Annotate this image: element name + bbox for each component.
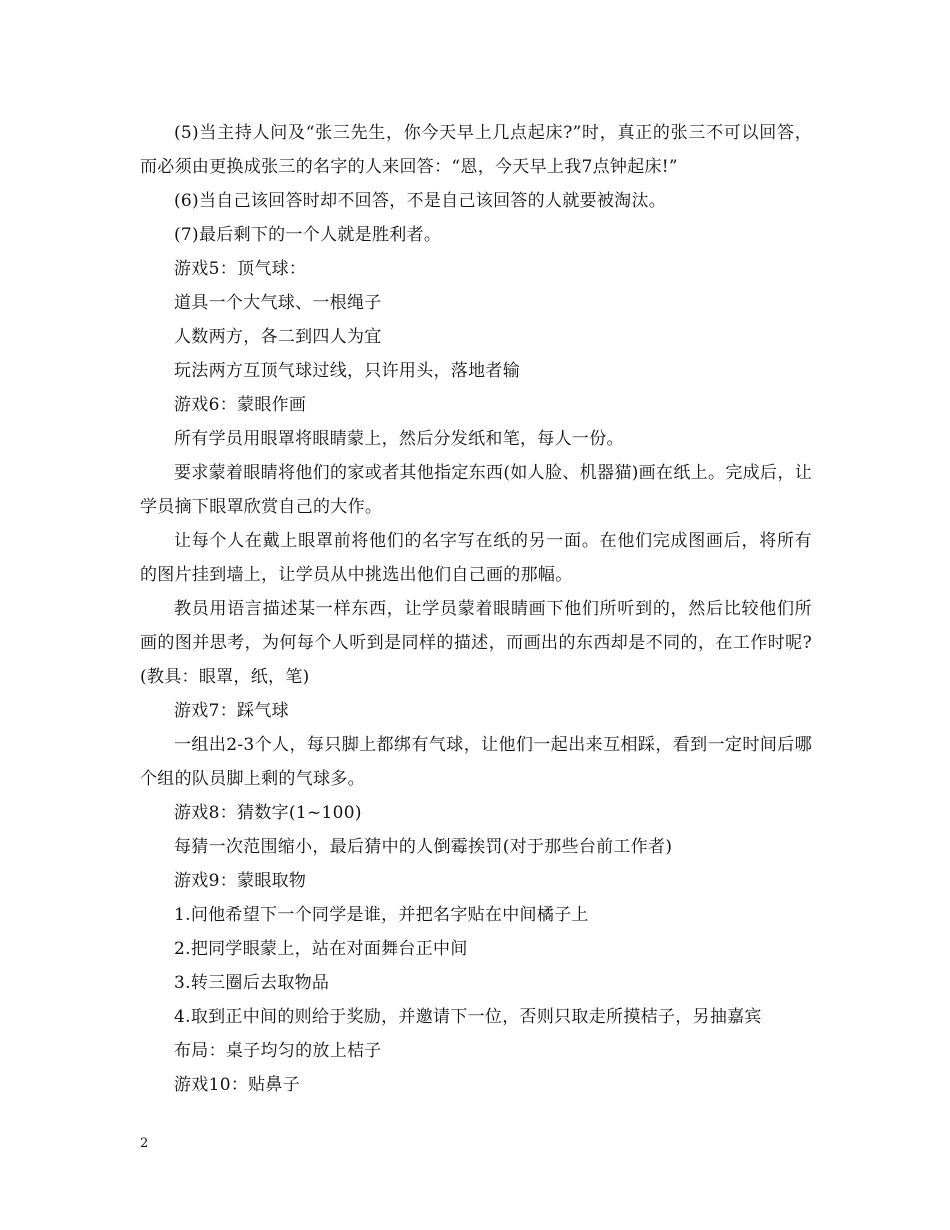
paragraph: 玩法两方互顶气球过线，只许用头，落地者输 [174,361,520,381]
game-heading: 游戏8：猜数字(1~100) [174,803,362,823]
paragraph: 道具一个大气球、一根绳子 [174,293,382,313]
paragraph: (6)当自己该回答时却不回答，不是自己该回答的人就要被淘汰。 [174,191,667,211]
paragraph: 每猜一次范围缩小，最后猜中的人倒霉挨罚(对于那些台前工作者) [174,837,673,857]
paragraph: 人数两方，各二到四人为宜 [174,327,382,347]
paragraph: 要求蒙着眼睛将他们的家或者其他指定东西(如人脸、机器猫)画在纸上。完成后，让学员摘下眼罩欣赏自己的大作。 [140,463,812,517]
paragraph: 一组出2-3个人，每只脚上都绑有气球，让他们一起出来互相踩，看到一定时间后哪个组的队员脚上剩的气球多。 [140,735,812,789]
paragraph: (5)当主持人问及“张三先生，你今天早上几点起床?”时，真正的张三不可以回答，而必须由更换成张三的名字的人来回答：“恩，今天早上我7点钟起床!” [140,123,812,177]
paragraph: 布局：桌子均匀的放上桔子 [174,1041,382,1061]
paragraph: 所有学员用眼罩将眼睛蒙上，然后分发纸和笔，每人一份。 [174,429,624,449]
list-item: 2.把同学眼蒙上，站在对面舞台正中间 [174,939,468,959]
game-heading: 游戏7：踩气球 [174,701,289,721]
game-heading: 游戏9：蒙眼取物 [174,871,307,891]
list-item: 3.转三圈后去取物品 [174,973,330,993]
list-item: 4.取到正中间的则给于奖励，并邀请下一位，否则只取走所摸桔子，另抽嘉宾 [174,1007,762,1027]
page-body [140,116,812,1102]
paragraph: (7)最后剩下的一个人就是胜利者。 [174,225,442,245]
paragraph: 教员用语言描述某一样东西，让学员蒙着眼睛画下他们所听到的，然后比较他们所画的图并思考，为何每个人听到是同样的描述，而画出的东西却是不同的，在工作时呢?(教具：眼罩，纸，笔) [140,599,812,687]
paragraph: 让每个人在戴上眼罩前将他们的名字写在纸的另一面。在他们完成图画后，将所有的图片挂到墙上，让学员从中挑选出他们自己画的那幅。 [140,531,812,585]
game-heading: 游戏10：贴鼻子 [174,1075,301,1095]
list-item: 1.问他希望下一个同学是谁，并把名字贴在中间橘子上 [174,905,589,925]
page-number: 2 [140,1136,149,1151]
game-heading: 游戏5：顶气球： [174,259,307,279]
game-heading: 游戏6：蒙眼作画 [174,395,307,415]
